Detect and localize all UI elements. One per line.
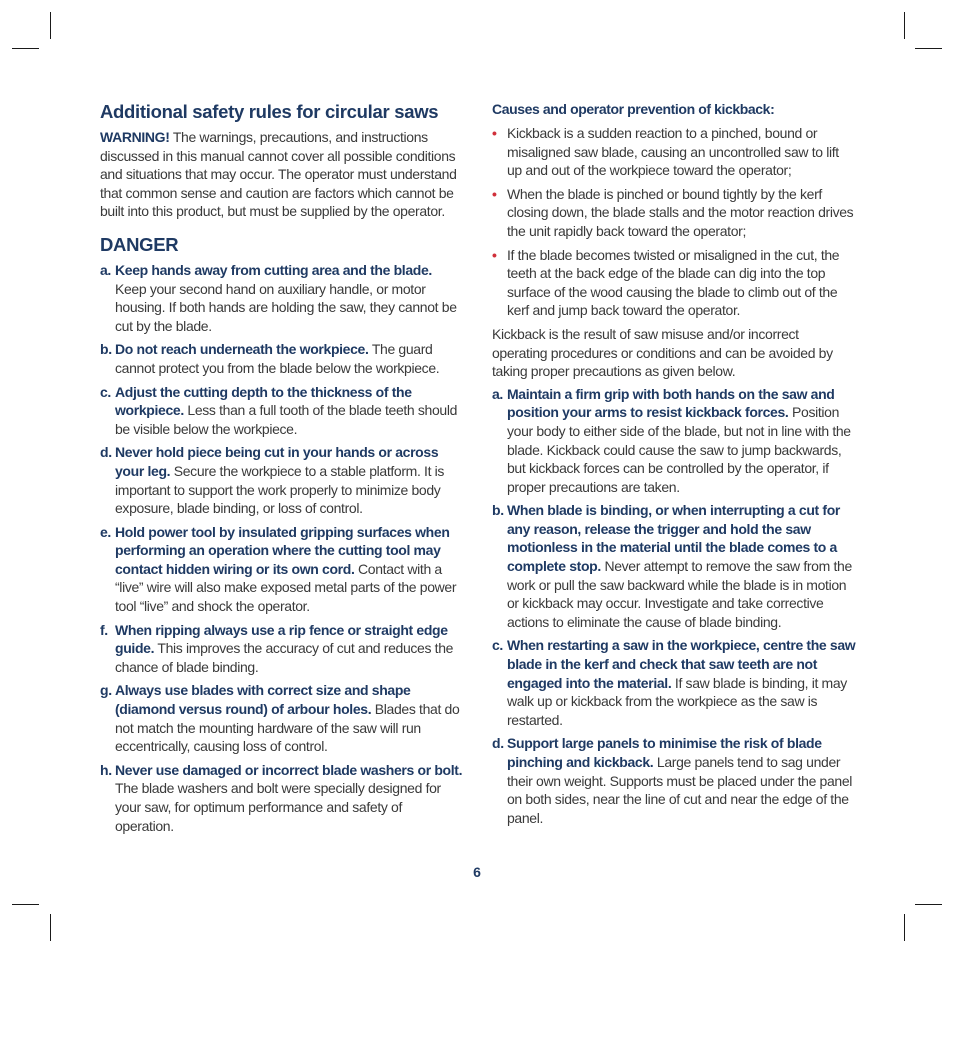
rule-text: Secure the workpiece to a stable platform. It is important to support the work properly to minimize body exposure, blade binding, or loss of control. xyxy=(115,462,445,517)
rule-letter: f. xyxy=(100,621,108,638)
warning-text: The warnings, precautions, and instructions discussed in this manual cannot cover all possible conditions and situations that may occur. The operator must understand that common sense and caution are factors which cannot be built into this product, but must be supplied by the operator. xyxy=(100,129,457,220)
bullet-dot: • xyxy=(492,185,497,202)
crop-mark xyxy=(50,12,51,39)
page-number: 6 xyxy=(473,864,481,880)
kickback-paragraph: Kickback is the result of saw misuse and/or incorrect operating procedures or conditions and can be avoided by taking proper precautions as given below. xyxy=(492,325,833,380)
bullet-text: When the blade is pinched or bound tightly by the kerf closing down, the blade stalls and the motor reaction drives the unit rapidly back toward the operator; xyxy=(507,185,854,239)
rule-text: Keep your second hand on auxiliary handle, or motor housing. If both hands are holding the saw, they cannot be cut by the blade. xyxy=(115,280,457,334)
rule-letter: c. xyxy=(492,637,503,654)
rule-item xyxy=(492,501,856,631)
bullet-text: If the blade becomes twisted or misaligned in the cut, the teeth at the back edge of the blade can dig into the top surface of the wood causing the blade to climb out of the kerf and jump back toward the operator. xyxy=(507,246,840,319)
rule-text: If saw blade is binding, it may walk up or kickback from the workpiece as the saw is restarted. xyxy=(507,674,847,728)
rule-text: This improves the accuracy of cut and reduces the chance of blade binding. xyxy=(115,640,454,675)
rule-bold: Always use blades with correct size and shape (diamond versus round) of arbour holes. xyxy=(115,682,411,718)
kickback-subtitle: Causes and operator prevention of kickback: xyxy=(492,101,775,117)
crop-mark xyxy=(12,48,39,49)
crop-mark xyxy=(50,914,51,941)
left-column xyxy=(100,100,464,840)
rule-bold: Support large panels to minimise the risk of blade pinching and kickback. xyxy=(507,735,822,770)
bullet-dot: • xyxy=(492,246,497,263)
rule-letter: a. xyxy=(100,261,111,278)
rule-bold: When blade is binding, or when interrupting a cut for any reason, release the trigger and hold the saw motionless in the material until the blade comes to a complete stop. xyxy=(507,502,841,575)
rule-text: Less than a full tooth of the blade teeth should be visible below the workpiece. xyxy=(115,402,458,437)
rule-text: Large panels tend to sag under their own weight. Supports must be placed under the panel on both sides, near the line of cut and near the edge of the panel. xyxy=(507,754,853,826)
rule-text: Position your body to either side of the blade, but not in line with the blade. Kickback could cause the saw to jump backwards, but kickback forces can be controlled by the operator, if proper precautions are taken. xyxy=(507,404,851,495)
rule-letter: b. xyxy=(492,502,504,519)
rule-item xyxy=(100,621,464,677)
bullet-item xyxy=(492,124,856,180)
rule-bold: Do not reach underneath the workpiece. xyxy=(115,341,369,358)
rule-letter: e. xyxy=(100,523,111,540)
rule-letter: d. xyxy=(492,735,504,752)
rule-item xyxy=(100,261,464,335)
danger-title: DANGER xyxy=(100,233,179,255)
rule-text: Contact with a “live” wire will also make exposed metal parts of the power tool “live” and shock the operator. xyxy=(115,560,457,615)
rule-item xyxy=(492,385,856,497)
crop-mark xyxy=(12,904,39,905)
rule-letter: d. xyxy=(100,444,112,461)
rule-bold: Never hold piece being cut in your hands or across your leg. xyxy=(115,444,439,479)
rule-letter: h. xyxy=(100,761,112,778)
right-column xyxy=(492,100,856,832)
crop-mark xyxy=(904,12,905,39)
rule-item xyxy=(100,340,464,377)
bullet-item xyxy=(492,246,856,320)
rule-item xyxy=(492,734,856,827)
bullet-text: Kickback is a sudden reaction to a pinched, bound or misaligned saw blade, causing an uncontrolled saw to lift up and out of the workpiece toward the operator; xyxy=(507,125,839,179)
rule-letter: a. xyxy=(492,385,503,402)
rule-letter: c. xyxy=(100,383,111,400)
rule-letter: g. xyxy=(100,682,112,699)
rule-text: The blade washers and bolt were specially designed for your saw, for optimum performance and safety of operation. xyxy=(115,780,441,834)
warning-paragraph xyxy=(100,128,464,221)
crop-mark xyxy=(915,48,942,49)
rule-letter: b. xyxy=(100,341,112,358)
rule-bold: Keep hands away from cutting area and the blade. xyxy=(115,261,432,278)
rule-bold: Adjust the cutting depth to the thickness of the workpiece. xyxy=(115,383,412,419)
rule-bold: When ripping always use a rip fence or straight edge guide. xyxy=(115,621,448,657)
section-title: Additional safety rules for circular saws xyxy=(100,101,439,122)
rule-text: Never attempt to remove the saw from the work or pull the saw backward while the blade is in motion or kickback may occur. Investigate and take corrective actions to eliminate the cause of blade binding. xyxy=(507,558,852,630)
rule-item xyxy=(100,523,464,616)
rule-text: Blades that do not match the mounting hardware of the saw will run eccentrically, causing loss of control. xyxy=(115,701,460,755)
rule-item xyxy=(100,383,464,439)
rule-item xyxy=(492,636,856,729)
rule-bold: Hold power tool by insulated gripping surfaces when performing an operation where the cutting tool may contact hidden wiring or its own cord. xyxy=(115,523,450,577)
rule-item xyxy=(100,761,464,835)
rule-bold: When restarting a saw in the workpiece, centre the saw blade in the kerf and check that saw teeth are not engaged into the material. xyxy=(507,637,856,691)
rule-item xyxy=(100,443,464,517)
bullet-item xyxy=(492,185,856,241)
crop-mark xyxy=(915,904,942,905)
warning-label: WARNING! xyxy=(100,129,170,145)
rule-text: The guard cannot protect you from the blade below the workpiece. xyxy=(115,341,440,376)
rule-bold: Never use damaged or incorrect blade washers or bolt. xyxy=(115,761,463,778)
bullet-dot: • xyxy=(492,125,497,141)
rule-item xyxy=(100,681,464,755)
rule-bold: Maintain a firm grip with both hands on the saw and position your arms to resist kickback forces. xyxy=(507,385,835,421)
crop-mark xyxy=(904,914,905,941)
